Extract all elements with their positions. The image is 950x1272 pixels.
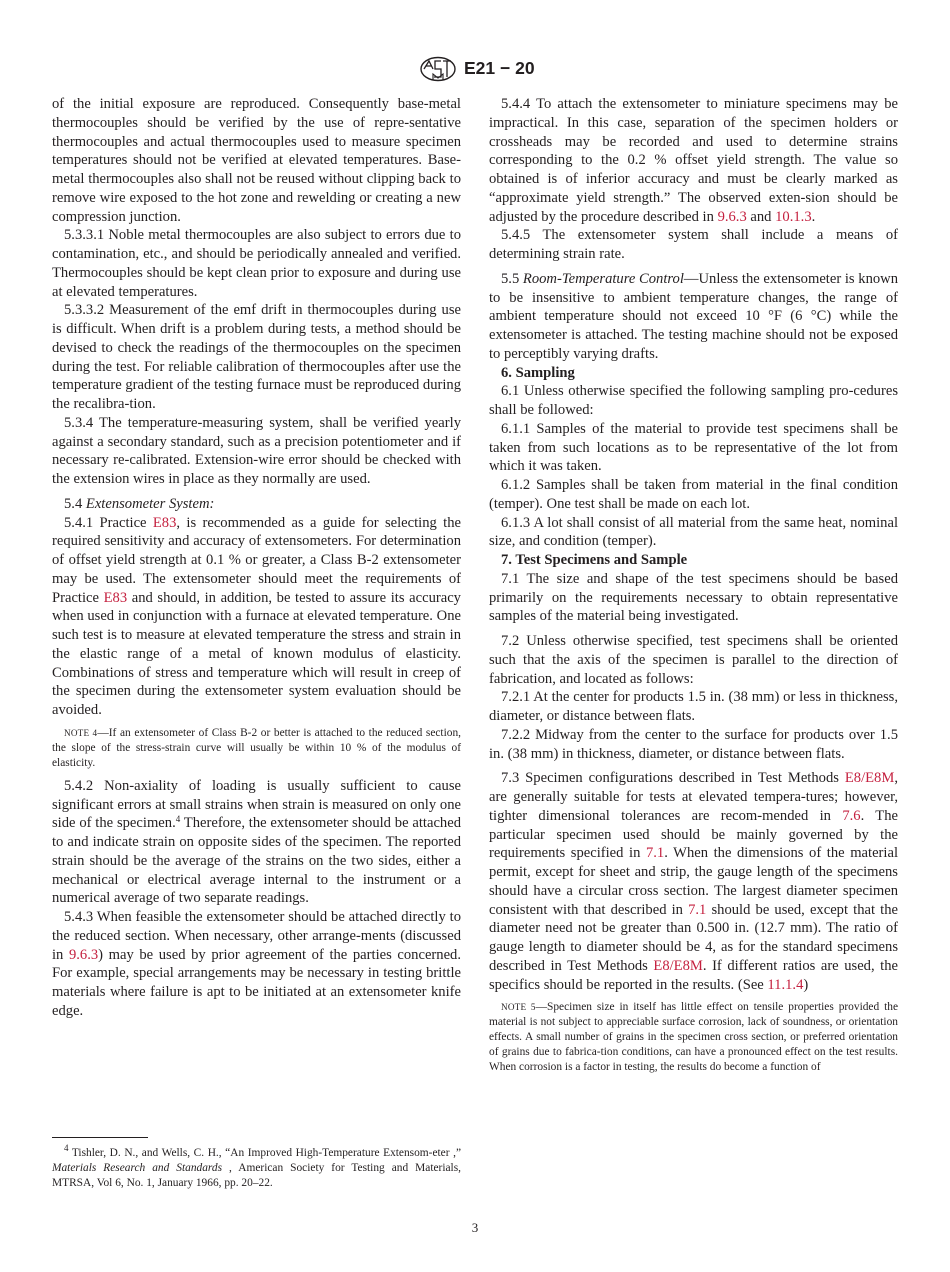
paragraph-7-3 bbox=[489, 769, 898, 994]
page-header bbox=[0, 56, 950, 86]
text-run: 7.3 Specimen configurations described in Test Methods bbox=[501, 770, 845, 787]
standard-designation: E21 − 20 bbox=[464, 58, 535, 78]
text-run: . The particular specimen used should be mainly governed by the requirements specified in bbox=[489, 807, 898, 862]
page-number: 3 bbox=[471, 1220, 479, 1235]
text-run: 5.4.2 Non-axiality of loading is usually sufficient to cause significant errors at small strains when strain is measured on only one side of the specimen. bbox=[52, 777, 461, 832]
section-number: 5.5 bbox=[501, 270, 523, 287]
text-run: should be used, except that the diameter need not be greater than 0.500 in. (12.7 mm). The ratio of gauge length to diameter should be 4, as for the standard specimens described in Test Methods bbox=[489, 901, 898, 974]
paragraph-6-1-2: 6.1.2 Samples shall be taken from material in the final condition (temper). One test shall be made on each lot. bbox=[489, 477, 898, 512]
text-run: , are generally suitable for tests at elevated tempera-tures; however, tighter dimensional tolerances are recom-mended in bbox=[489, 770, 898, 824]
link-7-1[interactable]: 7.1 bbox=[688, 901, 707, 918]
paragraph-continued: of the initial exposure are reproduced. Consequently base-metal thermocouples should be verified by the use of repre-sentative thermocouples and actual thermocouples used to measure specimen temperatures should not be verified at elevated temperatures. Base-metal thermocouples also shall not be reused without clipping back to remove wire exposed to the hot zone and rewelding or creating a new compression junction. bbox=[52, 96, 461, 225]
paragraph-5-4-1 bbox=[52, 514, 461, 720]
link-11-1-4[interactable]: 11.1.4 bbox=[767, 976, 804, 993]
paragraph-7-2-2: 7.2.2 Midway from the center to the surface for products over 1.5 in. (38 mm) in thickness, diameter, or distance between flats. bbox=[489, 726, 898, 762]
text-run: and should, in addition, be tested to assure its accuracy when used in conjunction with a furnace at elevated temperature. One such test is to measure at elevated temperature the stress and strain in the elastic range of a metal of known modulus of elasticity. Combinations of stress and temperature which will result in creep of the specimen during the extensometer system evaluation should be avoided. bbox=[52, 589, 461, 718]
section-title: Extensometer System: bbox=[85, 495, 215, 512]
note-label: NOTE 4 bbox=[64, 727, 98, 738]
note-5 bbox=[489, 1000, 898, 1075]
link-e83[interactable]: E83 bbox=[103, 589, 128, 606]
text-run: and bbox=[746, 208, 776, 225]
note-text: —Specimen size in itself has little effect on tensile properties provided the material is not subject to appreciable surface corrosion, lack of soundness, or orientation effects. A small number of grains in the specimen cross section, or preferred orientation of grains due to fabrica-tion conditions, can have a pronounced effect on the test results. When corrosion is a factor in testing, the results do become a function of bbox=[489, 1001, 898, 1074]
footnote-number: 4 bbox=[64, 1143, 69, 1153]
link-e83[interactable]: E83 bbox=[152, 514, 177, 531]
paragraph-7-2: 7.2 Unless otherwise specified, test specimens shall be oriented such that the axis of the specimen is parallel to the direction of fabrication, and located as follows: bbox=[489, 633, 898, 687]
text-run: , is recommended as a guide for selecting the required sensitivity and accuracy of extensometers. For determination of offset yield strength at 0.1 % or greater, a Class B-2 extensometer may be used. The extensometer should meet the requirements of Practice bbox=[52, 514, 461, 606]
paragraph-5-4-2 bbox=[52, 777, 461, 908]
link-9-6-3[interactable]: 9.6.3 bbox=[68, 946, 99, 963]
section-6-heading: 6. Sampling bbox=[501, 364, 575, 381]
text-run: , American Society for Testing and Materials, MTRSA, Vol 6, No. 1, January 1966, pp. 20–22. bbox=[52, 1162, 461, 1189]
link-e8-e8m[interactable]: E8/E8M bbox=[844, 770, 895, 787]
text-run: . If different ratios are used, the specifics should be reported in the results. (See bbox=[489, 957, 898, 993]
paragraph-5-3-3-2: 5.3.3.2 Measurement of the emf drift in thermocouples during use is difficult. When drift is a problem during tests, a method should be devised to check the readings of the thermocouples on the specimen during the test. For reliable calibration of thermocouples after use the temperature gradient of the testing furnace must be reproduced during the recalibra-tion. bbox=[52, 302, 461, 412]
paragraph-7-2-1: 7.2.1 At the center for products 1.5 in. (38 mm) or less in thickness, diameter, or distance between flats. bbox=[489, 689, 898, 724]
right-column bbox=[489, 95, 898, 1081]
link-7-1[interactable]: 7.1 bbox=[645, 845, 665, 862]
paragraph-5-3-4: 5.3.4 The temperature-measuring system, shall be verified yearly against a secondary standard, such as a precision potentiometer and if necessary re-calibrated. Extension-wire error should be checked with the extension wires in place as they normally are used. bbox=[52, 414, 461, 487]
text-run: ) may be used by prior agreement of the parties concerned. For example, special arrangements may be necessary in testing brittle materials where failure is apt to be initiated at an extensometer knife edge. bbox=[52, 946, 462, 1019]
astm-logo-icon bbox=[419, 56, 457, 82]
paragraph-5-4-5: 5.4.5 The extensometer system shall include a means of determining strain rate. bbox=[489, 227, 898, 262]
paragraph-6-1-3: 6.1.3 A lot shall consist of all material from the same heat, nominal size, and condition (temper). bbox=[489, 514, 898, 550]
left-column bbox=[52, 95, 461, 1021]
text-run: Tishler, D. N., and Wells, C. H., “An Improved High-Temperature Extensom-eter ,” bbox=[68, 1147, 461, 1159]
paragraph-6-1: 6.1 Unless otherwise specified the following sampling pro-cedures shall be followed: bbox=[489, 383, 898, 418]
note-4 bbox=[52, 726, 461, 771]
text-run: —Unless the extensometer is known to be insensitive to ambient temperature changes, the range of ambient temperature should not exceed 10 °F (6 °C) while the extensometer is attached. The testing machine should not be exposed to perceptibly varying drafts. bbox=[489, 270, 898, 362]
text-run: ) bbox=[803, 976, 809, 993]
text-run: 5.4.1 Practice bbox=[64, 514, 153, 531]
text-run: . When the dimensions of the material permit, except for sheet and strip, the gauge length of the specimens should have a circular cross section. The largest diameter specimen consistent with that described in bbox=[489, 845, 899, 918]
journal-title: Materials Research and Standards bbox=[52, 1162, 223, 1174]
paragraph-5-4-3 bbox=[52, 908, 461, 1021]
footnote-4 bbox=[52, 1143, 461, 1191]
paragraph-6-1-1: 6.1.1 Samples of the material to provide test specimens shall be taken from such locations as to be representative of the lot from which it was taken. bbox=[489, 420, 898, 475]
paragraph-5-5 bbox=[489, 270, 898, 364]
text-run: Therefore, the extensometer should be attached to and indicate strain on opposite sides of the specimen. The reported strain should be the average of the strains on the two sides, either a mechanical or electrical average internal to the instrument or a numerical average of two separate readings. bbox=[52, 815, 462, 907]
footnote-ref[interactable]: 4 bbox=[175, 814, 181, 825]
link-10-1-3[interactable]: 10.1.3 bbox=[775, 208, 812, 225]
section-7-heading: 7. Test Specimens and Sample bbox=[501, 552, 688, 568]
text-run: 5.4.3 When feasible the extensometer should be attached directly to the reduced section. When necessary, other arrange-ments (discussed in bbox=[52, 909, 461, 963]
text-run: . bbox=[811, 208, 816, 225]
paragraph-5-4-4 bbox=[489, 95, 898, 226]
section-title: Room-Temperature Control bbox=[522, 270, 684, 287]
footnote-divider bbox=[52, 1137, 148, 1138]
section-number: 5.4 bbox=[64, 495, 83, 512]
link-7-6[interactable]: 7.6 bbox=[842, 807, 861, 824]
paragraph-7-1: 7.1 The size and shape of the test specimens should be based primarily on the requirements necessary to obtain representative samples of the material being investigated. bbox=[489, 570, 898, 625]
link-9-6-3[interactable]: 9.6.3 bbox=[717, 208, 747, 225]
note-label: NOTE 5 bbox=[501, 1002, 536, 1013]
paragraph-5-3-3-1: 5.3.3.1 Noble metal thermocouples are also subject to errors due to contamination, etc., and should be periodically annealed and verified. Thermocouples should be kept clean prior to exposure and during use at elevated temperatures. bbox=[52, 227, 461, 300]
link-e8-e8m[interactable]: E8/E8M bbox=[653, 957, 703, 974]
text-run: 5.4.4 To attach the extensometer to miniature specimens may be impractical. In this case, separation of the specimen holders or crossheads may be recorded and used to determine strains corresponding to the 0.2 % offset yield strength. The value so obtained is of inferior accuracy and must be clearly marked as “approximate yield strength.” The observed exten-sion should be adjusted by the procedure described in bbox=[489, 96, 898, 225]
note-text: —If an extensometer of Class B-2 or better is attached to the reduced section, the slope of the stress-strain curve will usually be within 10 % of the modulus of elasticity. bbox=[52, 726, 461, 769]
paragraph-5-4-heading bbox=[52, 495, 461, 514]
